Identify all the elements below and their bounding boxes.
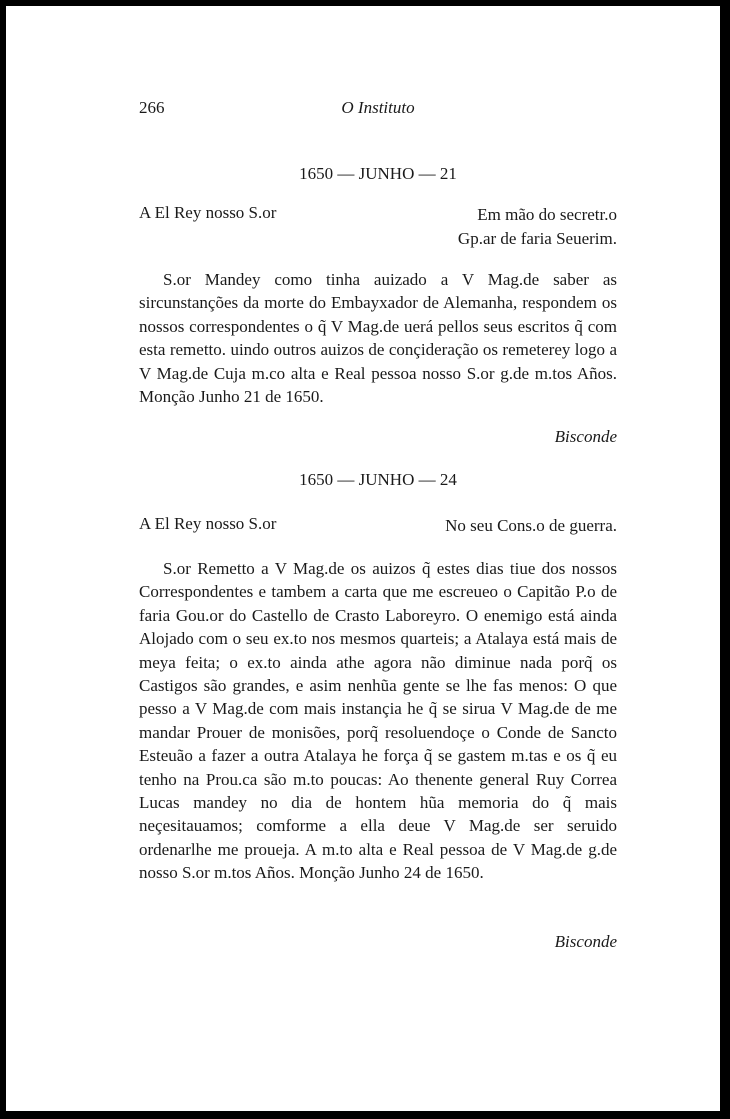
page-number: 266 xyxy=(139,98,165,117)
letter-paragraph: S.or Remetto a V Mag.de os auizos q̃ estes dias tiue dos nossos Correspondentes e tambem a carta que me escreueo o Capitão P.o de faria Gou.or do Castello de Crasto Laboreyro. O enemigo está ainda Alojado com o seu ex.to nos mesmos quarteis; a Atalaya está mais de meya feita; o ex.to ainda athe agora não diminue nada porq̃ os Castigos são grandes, e asim nenhũa gente se lhe fas menos: O que pesso a V Mag.de com mais instançia he q̃ se sirua V Mag.de de me mandar Prouer de monisões, porq̃ resoluendoçe o Conde de Sancto Esteuão a fazer a outra Atalaya he força q̃ se gastem m.tas e os q̃ eu tenho na Prou.ca são m.to poucas: Ao thenente general Ruy Correa Lucas mandey no dia de hontem hũa memoria do q̃ mais neçesitauamos; comforme a ella deue V Mag.de ser seruido ordenarlhe me proueja. A m.to alta e Real pessoa de V Mag.de g.de nosso S.or m.tos Años. Monção Junho 24 de 1650. xyxy=(139,559,617,883)
running-title: O Instituto xyxy=(341,98,415,117)
sender-line: Gp.ar de faria Seuerim. xyxy=(457,229,617,248)
letter-body xyxy=(139,557,617,885)
document-page xyxy=(6,6,720,1111)
sender-block xyxy=(458,203,617,251)
sender-line: Em mão do secretr.o xyxy=(477,205,617,224)
entry-date: 1650 — JUNHO — 24 xyxy=(299,470,457,489)
signature: Bisconde xyxy=(554,932,617,951)
addressee: A El Rey nosso S.or xyxy=(139,203,277,222)
signature: Bisconde xyxy=(554,427,617,446)
sender-block xyxy=(445,514,617,538)
letter-paragraph: S.or Mandey como tinha auizado a V Mag.de saber as sircunstanções da morte do Embayxador de Alemanha, respondem os nossos correspondentes o q̃ V Mag.de uerá pellos seus escritos q̃ com esta remetto. uindo outros auizos de conçideração os remeterey logo a V Mag.de Cuja m.co alta e Real pessoa nosso S.or g.de m.tos Años. Monção Junho 21 de 1650. xyxy=(139,270,617,407)
addressee: A El Rey nosso S.or xyxy=(139,514,277,533)
letter-body xyxy=(139,268,617,408)
page-header xyxy=(139,98,617,120)
entry-date: 1650 — JUNHO — 21 xyxy=(299,164,457,183)
sender-line: No seu Cons.o de guerra. xyxy=(445,516,617,535)
